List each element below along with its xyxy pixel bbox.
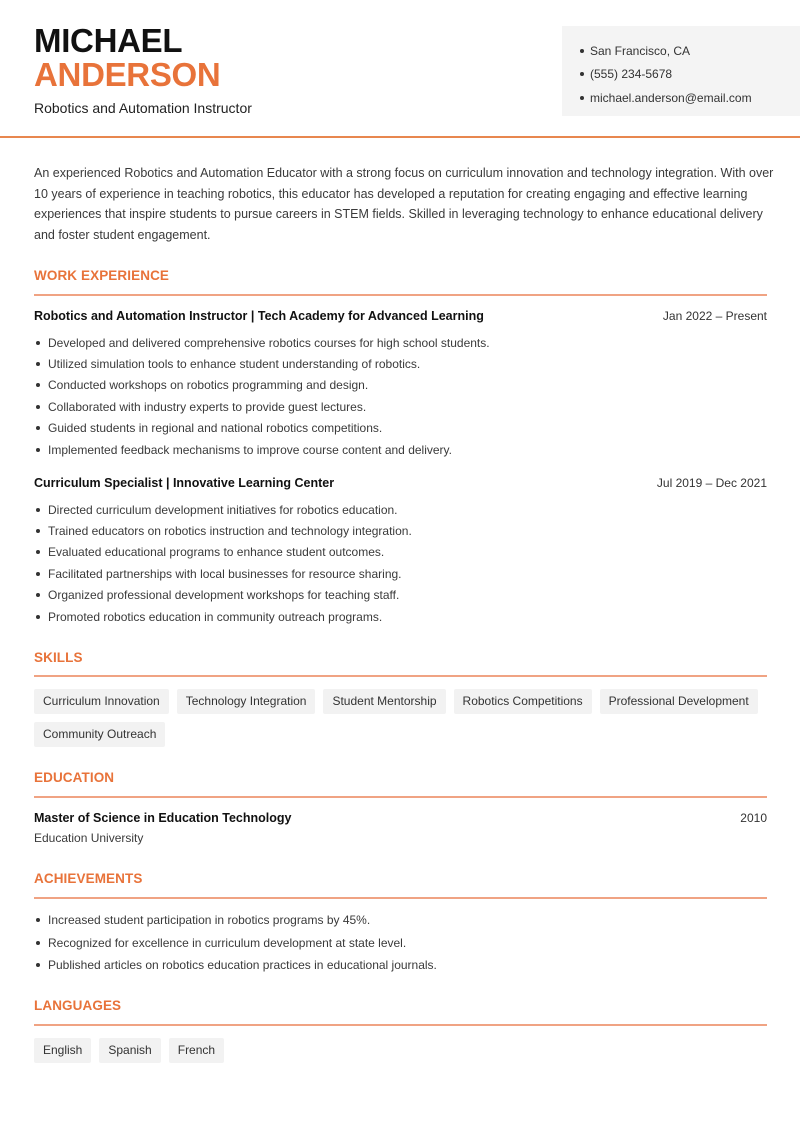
language-chip: English bbox=[34, 1038, 91, 1063]
list-item bbox=[34, 932, 767, 955]
phone-text: (555) 234-5678 bbox=[590, 67, 673, 82]
bullet-icon bbox=[36, 383, 40, 387]
list-item bbox=[34, 332, 767, 353]
section-title-skills: SKILLS bbox=[34, 650, 83, 665]
job-dates: Jul 2019 – Dec 2021 bbox=[656, 476, 767, 490]
skill-chip: Community Outreach bbox=[34, 722, 165, 747]
skill-chip: Professional Development bbox=[600, 689, 758, 714]
section-divider bbox=[34, 675, 767, 677]
job-bullets bbox=[34, 499, 767, 627]
section-divider bbox=[34, 1024, 767, 1026]
list-item bbox=[34, 606, 767, 627]
job-entry-header bbox=[34, 309, 767, 323]
graduation-year: 2010 bbox=[740, 811, 767, 825]
list-item bbox=[34, 499, 767, 520]
professional-summary: An experienced Robotics and Automation Educator with a strong focus on curriculum innovation and technology integration. With over 10 years of experience in teaching robotics, this educator has developed a reputation for creating engaging and effective learning experiences that inspire students to pursue careers in STEM fields. Skilled in leveraging technology to enhance educational delivery and foster student engagement. bbox=[34, 166, 774, 242]
bullet-icon bbox=[36, 448, 40, 452]
bullet-icon bbox=[580, 72, 584, 76]
bullet-text: Developed and delivered comprehensive robotics courses for high school students. bbox=[48, 335, 490, 350]
resume-header bbox=[0, 0, 800, 138]
section-title-languages: LANGUAGES bbox=[34, 998, 122, 1013]
skill-chip: Student Mentorship bbox=[323, 689, 445, 714]
list-item bbox=[34, 439, 767, 460]
bullet-text: Trained educators on robotics instruction and technology integration. bbox=[48, 524, 412, 539]
bullet-icon bbox=[36, 362, 40, 366]
skill-chip: Technology Integration bbox=[177, 689, 316, 714]
location-text: San Francisco, CA bbox=[590, 43, 691, 58]
job-bullets bbox=[34, 332, 767, 460]
bullet-text: Collaborated with industry experts to provide guest lectures. bbox=[48, 399, 367, 414]
bullet-icon bbox=[36, 341, 40, 345]
language-chip: Spanish bbox=[99, 1038, 160, 1063]
contact-box bbox=[562, 26, 800, 116]
bullet-icon bbox=[36, 963, 40, 967]
bullet-icon bbox=[36, 941, 40, 945]
list-item bbox=[34, 418, 767, 439]
bullet-text: Implemented feedback mechanisms to improve course content and delivery. bbox=[48, 442, 452, 457]
bullet-icon bbox=[36, 918, 40, 922]
section-title-education: EDUCATION bbox=[34, 770, 115, 785]
language-chip: French bbox=[169, 1038, 224, 1063]
list-item bbox=[34, 585, 767, 606]
school-name: Education University bbox=[34, 831, 144, 845]
job-role: Curriculum Specialist | Innovative Learning Center bbox=[34, 476, 335, 490]
contact-email[interactable] bbox=[580, 86, 800, 110]
list-item bbox=[34, 909, 767, 932]
languages-list bbox=[34, 1038, 774, 1063]
last-name: ANDERSON bbox=[34, 56, 221, 93]
bullet-icon bbox=[36, 508, 40, 512]
bullet-text: Organized professional development workshops for teaching staff. bbox=[48, 588, 400, 603]
section-title-achievements: ACHIEVEMENTS bbox=[34, 871, 143, 886]
bullet-text: Facilitated partnerships with local businesses for resource sharing. bbox=[48, 566, 402, 581]
list-item bbox=[34, 353, 767, 374]
list-item bbox=[34, 375, 767, 396]
contact-phone bbox=[580, 63, 800, 87]
bullet-text: Increased student participation in robotics programs by 45%. bbox=[48, 913, 371, 928]
email-text[interactable]: michael.anderson@email.com bbox=[590, 90, 752, 105]
job-dates: Jan 2022 – Present bbox=[662, 309, 767, 323]
bullet-text: Utilized simulation tools to enhance student understanding of robotics. bbox=[48, 357, 421, 372]
bullet-text: Directed curriculum development initiatives for robotics education. bbox=[48, 502, 398, 517]
bullet-text: Evaluated educational programs to enhance student outcomes. bbox=[48, 545, 385, 560]
skill-chip: Curriculum Innovation bbox=[34, 689, 169, 714]
bullet-icon bbox=[36, 529, 40, 533]
skills-list bbox=[34, 689, 774, 747]
list-item bbox=[34, 954, 767, 977]
list-item bbox=[34, 520, 767, 541]
bullet-text: Published articles on robotics education practices in educational journals. bbox=[48, 958, 437, 973]
section-divider bbox=[34, 294, 767, 296]
bullet-icon bbox=[36, 615, 40, 619]
bullet-text: Guided students in regional and national robotics competitions. bbox=[48, 421, 383, 436]
bullet-text: Recognized for excellence in curriculum development at state level. bbox=[48, 935, 407, 950]
section-divider bbox=[34, 796, 767, 798]
achievements-list bbox=[34, 909, 767, 977]
job-entry-header bbox=[34, 476, 767, 490]
first-name: MICHAEL bbox=[34, 22, 183, 59]
bullet-icon bbox=[36, 550, 40, 554]
bullet-icon bbox=[36, 593, 40, 597]
contact-location bbox=[580, 39, 800, 63]
bullet-text: Promoted robotics education in community outreach programs. bbox=[48, 609, 383, 624]
bullet-icon bbox=[36, 426, 40, 430]
bullet-icon bbox=[580, 96, 584, 100]
bullet-text: Conducted workshops on robotics programming and design. bbox=[48, 378, 369, 393]
list-item bbox=[34, 542, 767, 563]
section-divider bbox=[34, 897, 767, 899]
degree: Master of Science in Education Technology bbox=[34, 811, 292, 825]
list-item bbox=[34, 396, 767, 417]
education-entry-header bbox=[34, 811, 767, 825]
bullet-icon bbox=[580, 49, 584, 53]
list-item bbox=[34, 563, 767, 584]
skill-chip: Robotics Competitions bbox=[454, 689, 592, 714]
bullet-icon bbox=[36, 572, 40, 576]
section-title-work-experience: WORK EXPERIENCE bbox=[34, 268, 170, 283]
job-role: Robotics and Automation Instructor | Tech Academy for Advanced Learning bbox=[34, 309, 484, 323]
bullet-icon bbox=[36, 405, 40, 409]
job-title: Robotics and Automation Instructor bbox=[34, 100, 252, 116]
